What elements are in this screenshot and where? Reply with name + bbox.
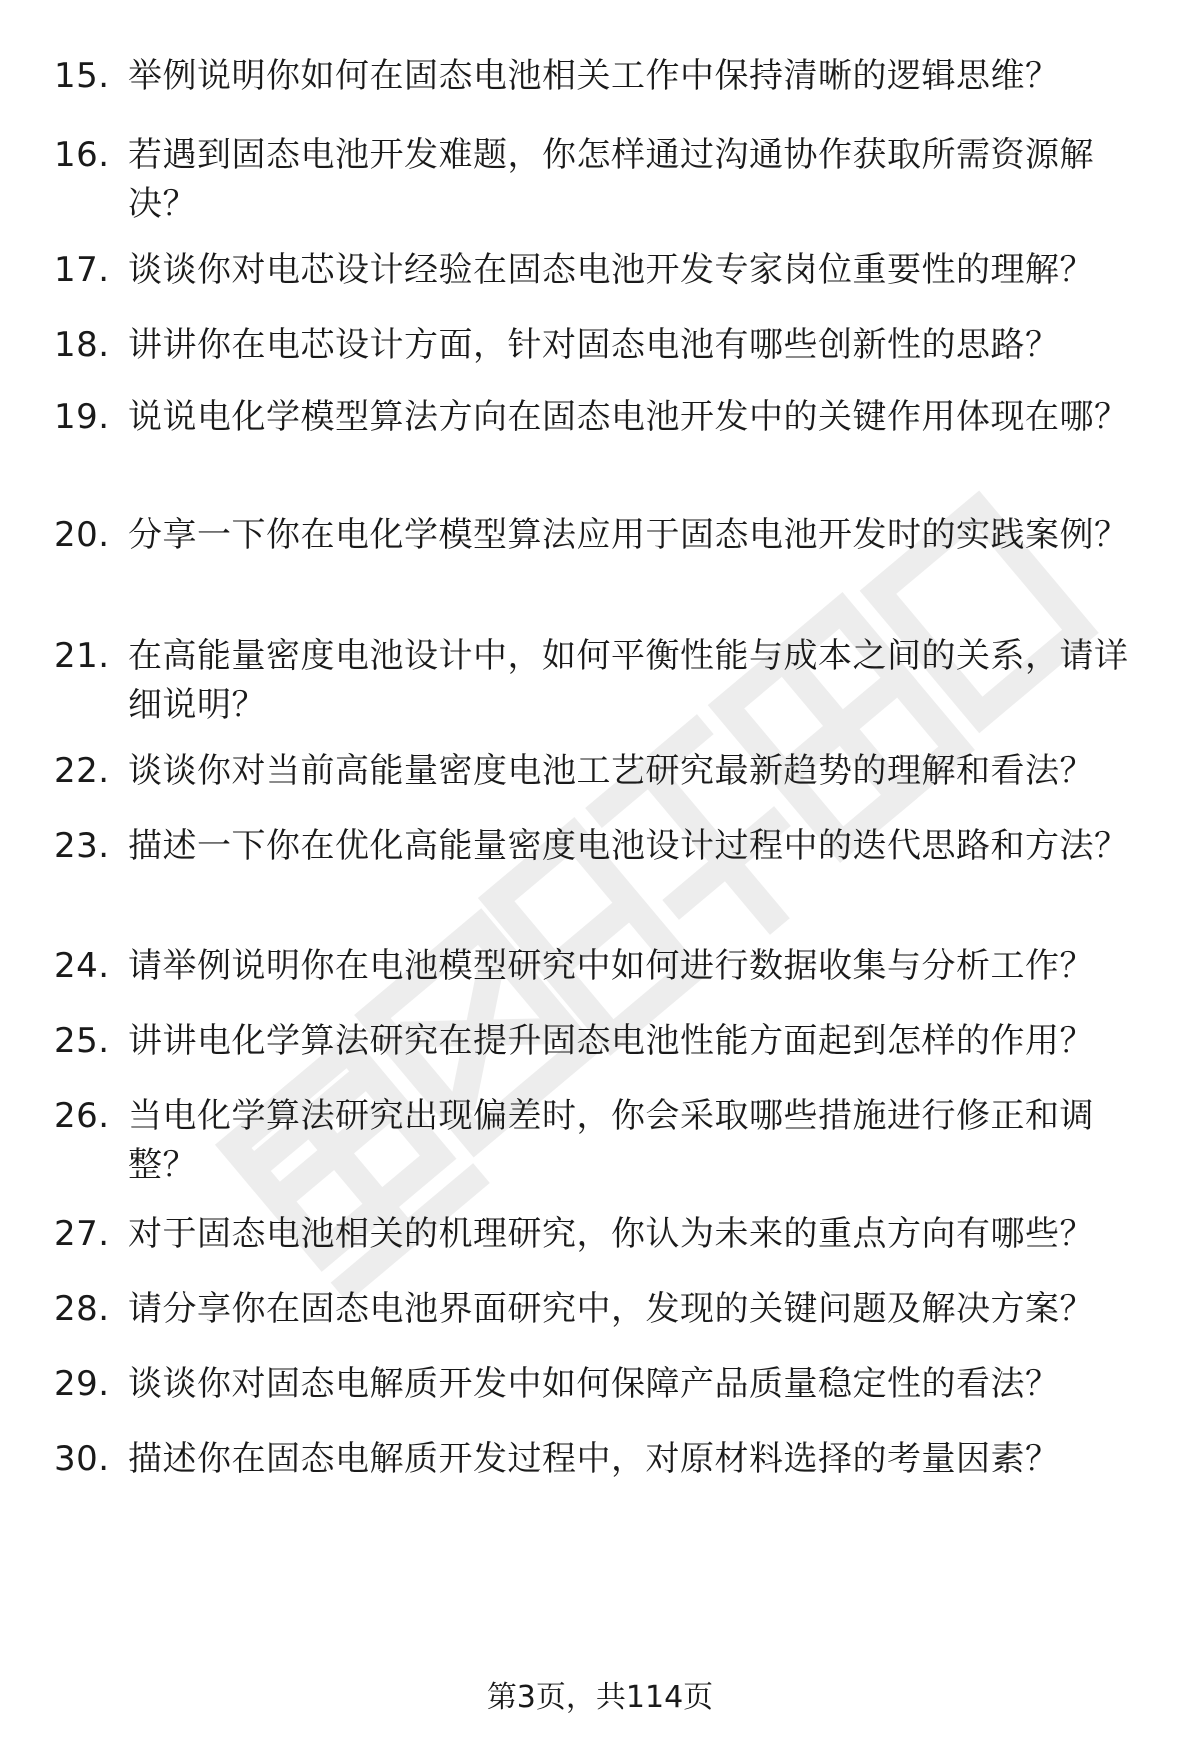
page-footer: 第3页，共114页 — [486, 1680, 714, 1715]
question-text: 请举例说明你在电池模型研究中如何进行数据收集与分析工作？ — [128, 946, 1094, 986]
question-text: 描述你在固态电解质开发过程中，对原材料选择的考量因素？ — [128, 1439, 1060, 1479]
question-text: 在高能量密度电池设计中，如何平衡性能与成本之间的关系，请详细说明？ — [128, 636, 1129, 725]
question-number: 30. — [54, 1439, 110, 1479]
question-text: 若遇到固态电池开发难题，你怎样通过沟通协作获取所需资源解决？ — [128, 135, 1094, 224]
question-text: 当电化学算法研究出现偏差时，你会采取哪些措施进行修正和调整？ — [128, 1096, 1094, 1185]
question-number: 27. — [54, 1214, 110, 1254]
question-number: 22. — [54, 751, 110, 791]
question-number: 18. — [54, 325, 110, 365]
question-number: 26. — [54, 1096, 110, 1136]
question-number: 17. — [54, 250, 110, 290]
question-number: 20. — [54, 515, 110, 555]
question-text: 讲讲你在电芯设计方面，针对固态电池有哪些创新性的思路？ — [128, 325, 1060, 365]
question-text: 谈谈你对当前高能量密度电池工艺研究最新趋势的理解和看法？ — [128, 751, 1094, 791]
question-number: 16. — [54, 135, 110, 175]
question-number: 19. — [54, 397, 110, 437]
question-text: 举例说明你如何在固态电池相关工作中保持清晰的逻辑思维？ — [128, 56, 1060, 96]
question-number: 25. — [54, 1021, 110, 1061]
question-text: 讲讲电化学算法研究在提升固态电池性能方面起到怎样的作用？ — [128, 1021, 1094, 1061]
question-number: 23. — [54, 826, 110, 866]
question-text: 分享一下你在电化学模型算法应用于固态电池开发时的实践案例？ — [128, 515, 1129, 555]
question-text: 谈谈你对固态电解质开发中如何保障产品质量稳定性的看法？ — [128, 1364, 1060, 1404]
question-text: 谈谈你对电芯设计经验在固态电池开发专家岗位重要性的理解？ — [128, 250, 1094, 290]
question-text: 说说电化学模型算法方向在固态电池开发中的关键作用体现在哪？ — [128, 397, 1129, 437]
question-text: 请分享你在固态电池界面研究中，发现的关键问题及解决方案？ — [128, 1289, 1094, 1329]
question-number: 15. — [54, 56, 110, 96]
question-number: 28. — [54, 1289, 110, 1329]
question-number: 21. — [54, 636, 110, 676]
question-text: 对于固态电池相关的机理研究，你认为未来的重点方向有哪些？ — [128, 1214, 1094, 1254]
question-number: 24. — [54, 946, 110, 986]
question-number: 29. — [54, 1364, 110, 1404]
question-text: 描述一下你在优化高能量密度电池设计过程中的迭代思路和方法？ — [128, 826, 1129, 866]
